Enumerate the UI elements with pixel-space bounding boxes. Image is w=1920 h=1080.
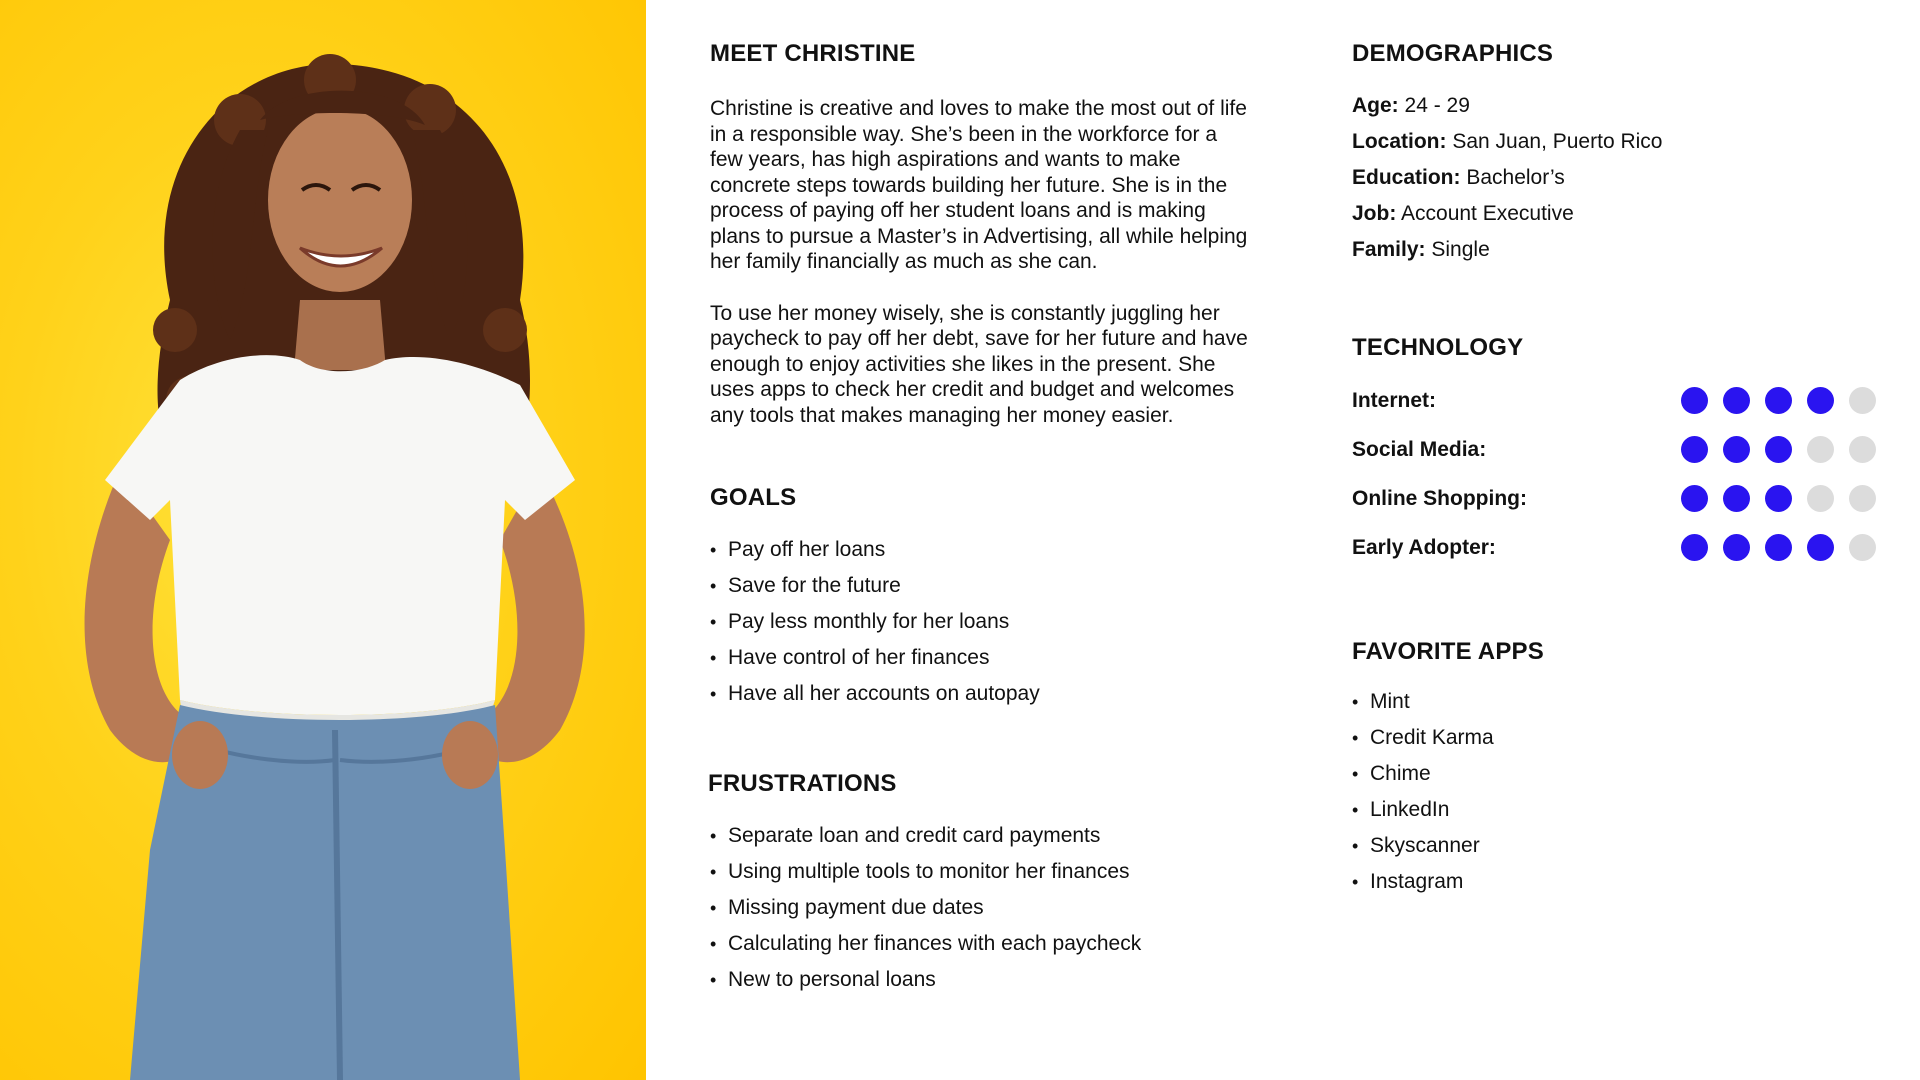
app-item: • Instagram [1352,864,1892,900]
goal-item: • Have control of her finances [710,640,1250,676]
frustration-item: • Missing payment due dates [710,890,1250,926]
tech-label: Social Media: [1352,437,1487,461]
demographic-education: Education: Bachelor’s [1352,166,1565,189]
rating-dot-filled [1723,387,1750,414]
demographic-age: Age: 24 - 29 [1352,94,1470,117]
frustration-item: • New to personal loans [710,962,1250,998]
goal-item: • Have all her accounts on autopay [710,676,1250,712]
rating-dot-filled [1723,534,1750,561]
app-item: • LinkedIn [1352,792,1892,828]
frustration-item: • Separate loan and credit card payments [710,818,1250,854]
rating-dots [1681,436,1876,463]
rating-dot-filled [1723,436,1750,463]
rating-dot-empty [1849,436,1876,463]
rating-dot-empty [1807,485,1834,512]
persona-illustration [0,0,646,1080]
goal-item: • Pay off her loans [710,532,1250,568]
tech-label: Early Adopter: [1352,535,1496,559]
rating-dots [1681,534,1876,561]
demographics-title: DEMOGRAPHICS [1352,40,1554,67]
tech-row-internet [1352,376,1876,425]
rating-dots [1681,485,1876,512]
demographic-location: Location: San Juan, Puerto Rico [1352,130,1663,153]
tech-row-social-media [1352,425,1876,474]
rating-dots [1681,387,1876,414]
bio-paragraph-2: To use her money wisely, she is constantly juggling her paycheck to pay off her debt, save for her future and have enough to enjoy activities she likes in the present. She uses apps to check her credit and budget and welcomes any tools that makes managing her money easier. [710,301,1248,427]
app-item: • Credit Karma [1352,720,1892,756]
goals-title: GOALS [710,484,797,511]
rating-dot-filled [1681,534,1708,561]
rating-dot-empty [1849,534,1876,561]
rating-dot-filled [1765,436,1792,463]
apps-list [1352,684,1892,900]
meet-title: MEET CHRISTINE [710,40,916,67]
tech-row-early-adopter [1352,523,1876,572]
rating-dot-empty [1849,485,1876,512]
left-column [710,40,1250,998]
frustration-item: • Calculating her finances with each paycheck [710,926,1250,962]
rating-dot-filled [1807,387,1834,414]
technology-list [1352,376,1892,572]
persona-photo [0,0,646,1080]
frustrations-list [710,818,1250,998]
goals-list [710,532,1250,712]
goal-item: • Pay less monthly for her loans [710,604,1250,640]
frustration-item: • Using multiple tools to monitor her finances [710,854,1250,890]
demographics-list [1352,88,1892,268]
tech-label: Online Shopping: [1352,486,1527,510]
rating-dot-filled [1723,485,1750,512]
rating-dot-filled [1681,387,1708,414]
bio [710,96,1250,428]
tech-label: Internet: [1352,388,1436,412]
tech-row-online-shopping [1352,474,1876,523]
rating-dot-filled [1765,387,1792,414]
frustrations-title: FRUSTRATIONS [708,770,897,797]
rating-dot-filled [1681,485,1708,512]
app-item: • Mint [1352,684,1892,720]
rating-dot-empty [1849,387,1876,414]
technology-title: TECHNOLOGY [1352,334,1524,361]
demographic-family: Family: Single [1352,238,1490,261]
favorite-apps-title: FAVORITE APPS [1352,638,1544,665]
app-item: • Chime [1352,756,1892,792]
demographic-job: Job: Account Executive [1352,202,1574,225]
rating-dot-filled [1765,534,1792,561]
right-column [1352,40,1892,900]
app-item: • Skyscanner [1352,828,1892,864]
rating-dot-filled [1807,534,1834,561]
rating-dot-filled [1765,485,1792,512]
bio-paragraph-1: Christine is creative and loves to make the most out of life in a responsible way. She’s been in the workforce for a few years, has high aspirations and wants to make concrete steps towards building her future. She is in the process of paying off her student loans and is making plans to pursue a Master’s in Advertising, all while helping her family financially as much as she can. [710,97,1248,273]
goal-item: • Save for the future [710,568,1250,604]
rating-dot-empty [1807,436,1834,463]
rating-dot-filled [1681,436,1708,463]
